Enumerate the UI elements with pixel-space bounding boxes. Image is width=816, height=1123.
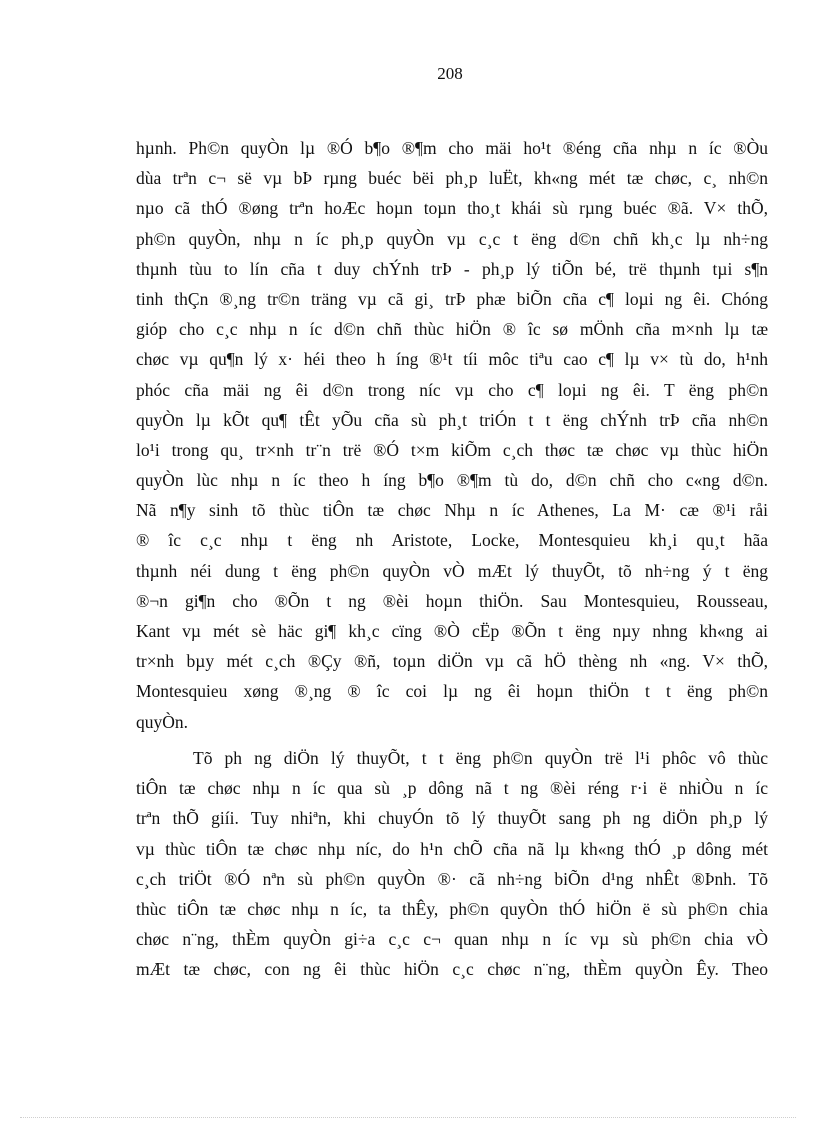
text-line: Kant vµ mét sè häc gi¶ kh¸c cïng ®Ò cËp ®Õn t ëng nµy nhng kh«ng ai	[136, 621, 768, 641]
text-line: chøc n¨ng, thÈm quyÒn gi÷a c¸c c¬ quan nhµ n íc vµ sù ph©n chia vÒ	[136, 929, 768, 950]
text-line: trªn thÕ giíi. Tuy nhiªn, khi chuyÓn tõ lý thuyÕt sang ph ng diÖn ph¸p lý	[136, 808, 768, 829]
paragraph-1	[136, 133, 768, 737]
text-line: ® îc c¸c nhµ t ëng nh Aristote, Locke, Montesquieu kh¸i qu¸t hãa	[136, 530, 768, 551]
text-line: mÆt tæ chøc, con ng êi thùc hiÖn c¸c chøc n¨ng, thÈm quyÒn Êy. Theo	[136, 959, 768, 980]
text-line: c¸ch triÖt ®Ó nªn sù ph©n quyÒn ®· cã nh÷ng biÕn d¹ng nhÊt ®Þnh. Tõ	[136, 868, 768, 889]
text-line: thùc tiÔn tæ chøc nhµ n íc, ta thÊy, ph©n quyÒn thÓ hiÖn ë sù ph©n chia	[136, 898, 768, 919]
text-line: phóc cña mäi ng êi d©n trong níc vµ cho c¶ loµi ng êi. T ëng ph©n	[136, 379, 768, 400]
text-line: tiÔn tæ chøc nhµ n íc qua sù ¸p dông nã t ng ®èi réng r·i ë nhiÒu n íc	[136, 778, 768, 799]
text-line: thµnh néi dung t ëng ph©n quyÒn vÒ mÆt lý thuyÕt, tõ nh÷ng ý t ëng	[136, 560, 768, 581]
text-line: ph©n quyÒn, nhµ n íc ph¸p quyÒn vµ c¸c t ëng d©n chñ kh¸c lµ nh÷ng	[136, 228, 768, 249]
text-line: dùa trªn c¬ së vµ bÞ rµng buéc bëi ph¸p luËt, kh«ng mét tæ chøc, c¸ nh©n	[136, 168, 768, 189]
text-line: Nã n¶y sinh tõ thùc tiÔn tæ chøc Nhµ n íc Athenes, La M· cæ ®¹i råi	[136, 500, 768, 521]
text-line: hµnh. Ph©n quyÒn lµ ®Ó b¶o ®¶m cho mäi ho¹t ®éng cña nhµ n íc ®Òu	[136, 138, 768, 158]
text-line: Montesquieu xøng ®¸ng ® îc coi lµ ng êi hoµn thiÖn t t ëng ph©n	[136, 681, 768, 702]
text-line: thµnh tùu to lín cña t duy chÝnh trÞ - ph¸p lý tiÕn bé, trë thµnh tµi s¶n	[136, 258, 768, 279]
text-line: nµo cã thÓ ®øng trªn hoÆc hoµn toµn tho¸t khái sù rµng buéc ®ã. V× thÕ,	[136, 198, 768, 219]
page-bottom-rule	[20, 1117, 796, 1118]
page-number: 208	[437, 64, 463, 83]
text-line: quyÒn lµ kÕt qu¶ tÊt yÕu cña sù ph¸t triÓn t t ëng chÝnh trÞ cña nh©n	[136, 409, 768, 430]
text-line: quyÒn.	[136, 711, 189, 732]
text-line: quyÒn lùc nhµ n íc theo h íng b¶o ®¶m tù do, d©n chñ cho c«ng d©n.	[136, 470, 768, 491]
text-line: lo¹i trong qu¸ tr×nh tr¨n trë ®Ó t×m kiÕm c¸ch thøc tæ chøc vµ thùc hiÖn	[136, 439, 768, 460]
text-line: gióp cho c¸c nhµ n íc d©n chñ thùc hiÖn ® îc sø mÖnh cña m×nh lµ tæ	[136, 319, 768, 340]
text-line: vµ thùc tiÔn tæ chøc nhµ níc, do h¹n chÕ cña nã lµ kh«ng thÓ ¸p dông mét	[136, 838, 768, 859]
text-line: tinh thÇn ®¸ng tr©n träng vµ cã gi¸ trÞ phæ biÕn cña c¶ loµi ng êi. Chóng	[136, 288, 768, 309]
text-line: ®¬n gi¶n cho ®Õn t ng ®èi hoµn thiÖn. Sau Montesquieu, Rousseau,	[136, 590, 768, 611]
text-line: Tõ ph ng diÖn lý thuyÕt, t t ëng ph©n quyÒn trë l¹i phôc vô thùc	[193, 748, 768, 768]
text-line: chøc vµ qu¶n lý x· héi theo h íng ®¹t tíi môc tiªu cao c¶ lµ v× tù do, h¹nh	[136, 349, 768, 370]
text-line: tr×nh bµy mét c¸ch ®Çy ®ñ, toµn diÖn vµ cã hÖ thèng nh «ng. V× thÕ,	[136, 651, 768, 672]
paragraph-2	[136, 743, 768, 985]
